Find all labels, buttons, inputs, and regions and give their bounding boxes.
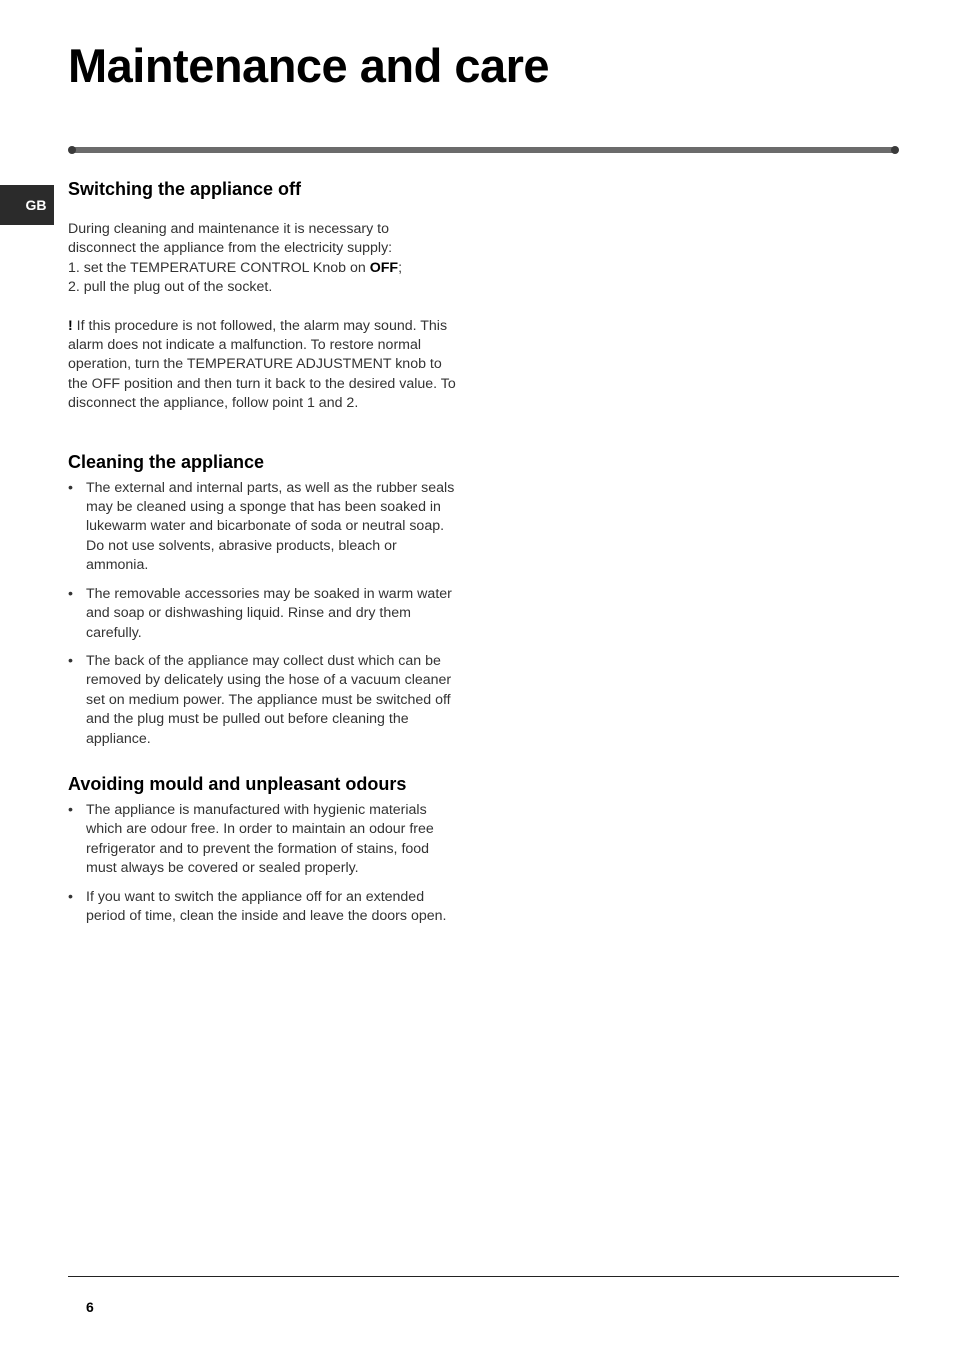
page-title: Maintenance and care — [68, 39, 550, 92]
list-item-text: The back of the appliance may collect dust which can be removed by delicately using the hose of a vacuum cleaner set on medium power. The appliance must be switched off and the plug must be pulled out before cleaning the appliance. — [86, 652, 452, 747]
section-mould — [68, 771, 460, 926]
list-item — [68, 888, 460, 927]
step-2: 2. pull the plug out of the socket. — [68, 279, 273, 296]
list-item-text: The external and internal parts, as well as the rubber seals may be cleaned using a sponge that has been soaked in lukewarm water and bicarbonate of soda or neutral soap. Do not use solvents, abrasive products, bleach or ammonia. — [86, 479, 455, 574]
list-item — [68, 652, 460, 749]
bullet-icon: • — [68, 888, 73, 905]
page-number: 6 — [86, 1299, 94, 1315]
section-switching-off — [68, 176, 460, 414]
step-1-prefix: 1. set the TEMPERATURE CONTROL Knob on — [68, 259, 370, 276]
alarm-warning-text: If this procedure is not followed, the alarm may sound. This alarm does not indicate a malfunction. To restore normal operation, turn the TEMPERATURE ADJUSTMENT knob to the OFF position and then turn it back to the desired value. To disconnect the appliance, follow point 1 and 2. — [68, 317, 456, 412]
list-item — [68, 585, 460, 643]
header-divider — [68, 146, 899, 154]
divider-end-dot-left — [68, 146, 76, 154]
section-heading-cleaning: Cleaning the appliance — [68, 451, 265, 472]
mould-list — [68, 801, 460, 926]
bullet-icon: • — [68, 479, 73, 496]
warning-icon: ! — [68, 317, 73, 334]
section-cleaning — [68, 449, 460, 749]
main-content — [68, 176, 460, 935]
step-1-suffix: ; — [398, 259, 403, 276]
alarm-warning — [68, 317, 460, 414]
list-item-text: If you want to switch the appliance off for an extended period of time, clean the inside and leave the doors open. — [86, 888, 447, 924]
section-heading-switching-off: Switching the appliance off — [68, 179, 302, 199]
bullet-icon: • — [68, 585, 73, 602]
step-1-off-label: OFF — [369, 259, 399, 276]
list-item-text: The removable accessories may be soaked in warm water and soap or dishwashing liquid. Rinse and dry them carefully. — [86, 585, 452, 641]
bullet-icon: • — [68, 652, 73, 669]
bullet-icon: • — [68, 801, 73, 818]
switching-off-instructions — [68, 220, 460, 298]
section-heading-mould: Avoiding mould and unpleasant odours — [68, 773, 407, 794]
list-item — [68, 479, 460, 576]
footer-divider — [68, 1276, 899, 1277]
language-tab: GB — [0, 185, 54, 225]
divider-end-dot-right — [891, 146, 899, 154]
list-item-text: The appliance is manufactured with hygienic materials which are odour free. In order to maintain an odour free refrigerator and to prevent the formation of stains, food must always be covered or sealed properly. — [86, 801, 434, 877]
divider-bar — [72, 147, 895, 153]
intro-line-2: disconnect the appliance from the electricity supply: — [68, 240, 393, 257]
intro-line-1: During cleaning and maintenance it is necessary to — [68, 221, 389, 237]
cleaning-list — [68, 479, 460, 749]
list-item — [68, 801, 460, 879]
